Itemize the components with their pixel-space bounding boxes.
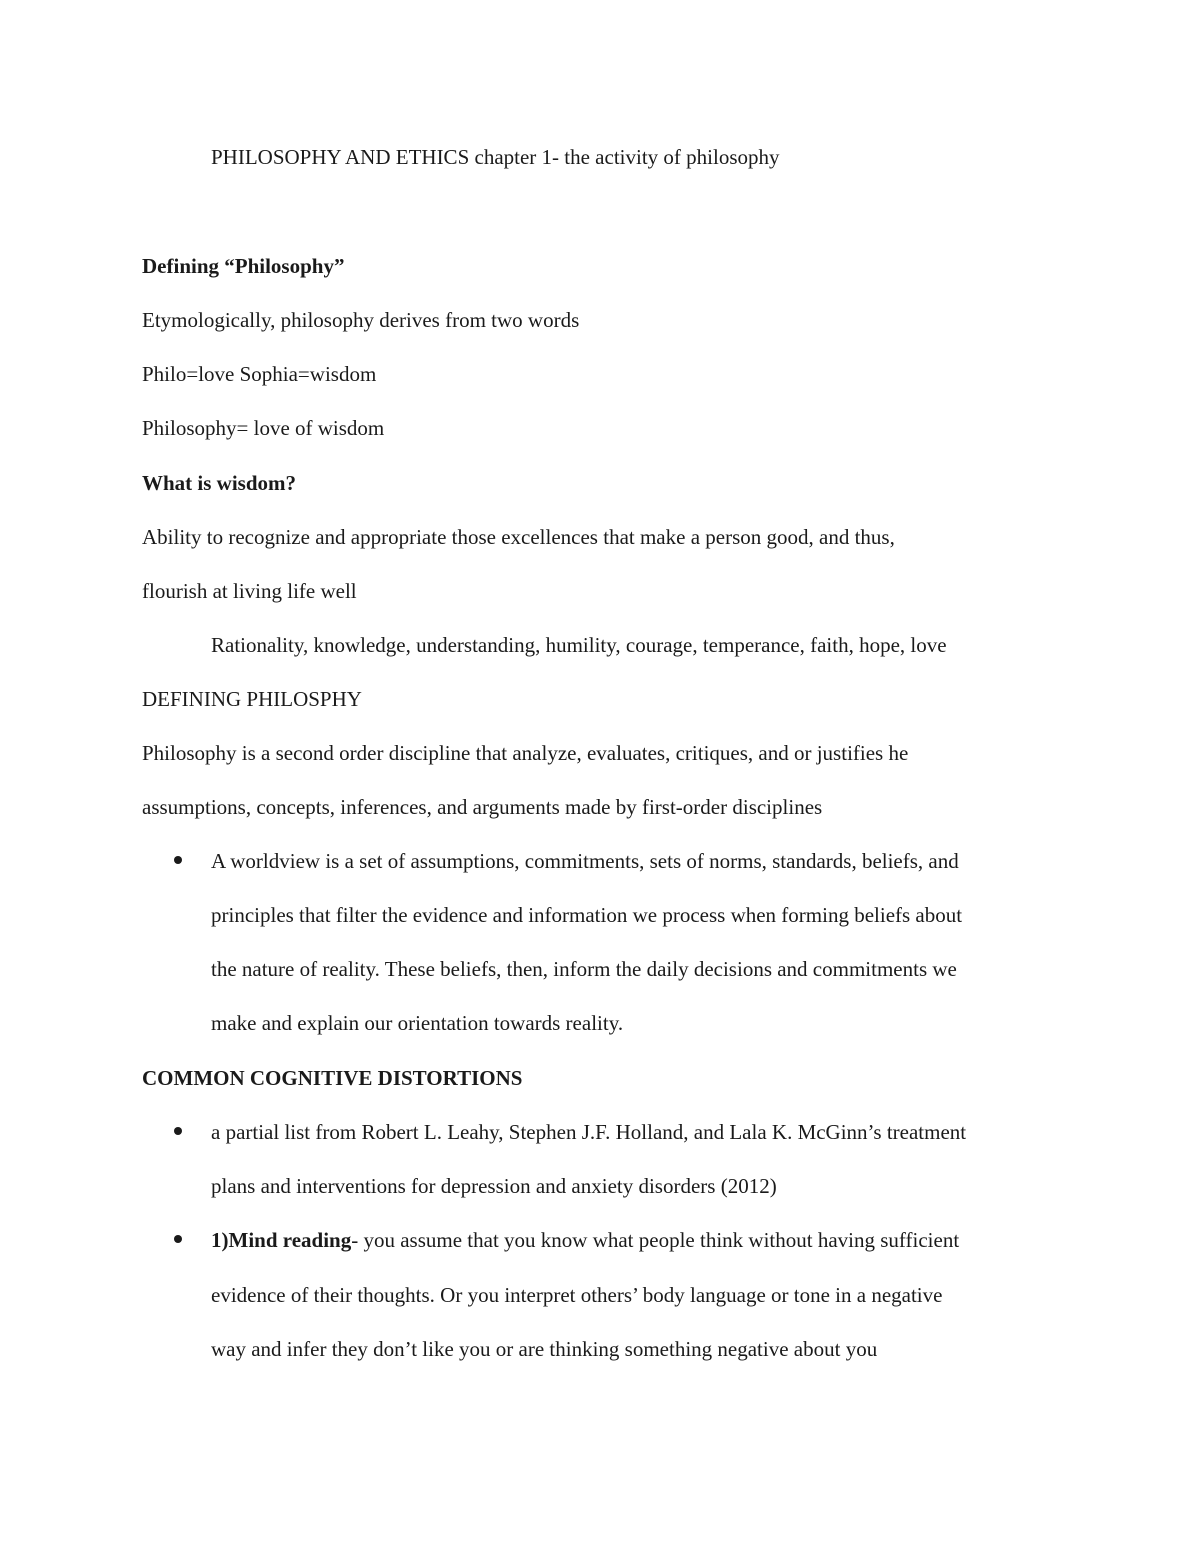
worldview-line-4: make and explain our orientation towards reality.: [211, 1011, 624, 1035]
definition-paragraph-line-2: assumptions, concepts, inferences, and arguments made by first-order disciplines: [142, 795, 823, 819]
heading-what-is-wisdom: What is wisdom?: [142, 471, 297, 495]
worldview-line-3: the nature of reality. These beliefs, then, inform the daily decisions and commitments we: [211, 957, 957, 981]
wisdom-paragraph-line-2: flourish at living life well: [142, 579, 357, 603]
worldview-line-1: A worldview is a set of assumptions, commitments, sets of norms, standards, beliefs, and: [211, 849, 959, 873]
mind-reading-line-3: way and infer they don’t like you or are thinking something negative about you: [211, 1337, 878, 1361]
etymology-text: Etymologically, philosophy derives from two words: [142, 308, 580, 332]
definition-paragraph-line-1: Philosophy is a second order discipline that analyze, evaluates, critiques, and or justifies he: [142, 741, 909, 765]
bullet-icon: [174, 1127, 182, 1135]
mind-reading-term: 1)Mind reading: [211, 1228, 352, 1252]
bullet-icon: [174, 1235, 182, 1243]
philo-sophia-text: Philo=love Sophia=wisdom: [142, 362, 377, 386]
heading-cognitive-distortions: COMMON COGNITIVE DISTORTIONS: [142, 1066, 523, 1090]
partial-list-line-2: plans and interventions for depression and anxiety disorders (2012): [211, 1174, 777, 1198]
mind-reading-description: - you assume that you know what people think without having sufficient: [351, 1228, 960, 1252]
philosophy-definition-text: Philosophy= love of wisdom: [142, 416, 385, 440]
bullet-icon: [174, 856, 182, 864]
virtues-list-text: Rationality, knowledge, understanding, humility, courage, temperance, faith, hope, love: [211, 633, 947, 657]
mind-reading-line-2: evidence of their thoughts. Or you interpret others’ body language or tone in a negative: [211, 1283, 943, 1307]
wisdom-paragraph-line-1: Ability to recognize and appropriate those excellences that make a person good, and thus,: [142, 525, 895, 549]
document-title: PHILOSOPHY AND ETHICS chapter 1- the activity of philosophy: [211, 145, 780, 169]
heading-defining-philosophy: Defining “Philosophy”: [142, 254, 345, 278]
heading-defining-philosphy: DEFINING PHILOSPHY: [142, 687, 362, 711]
mind-reading-line-1: [211, 1227, 959, 1253]
worldview-line-2: principles that filter the evidence and information we process when forming beliefs about: [211, 903, 963, 927]
partial-list-line-1: a partial list from Robert L. Leahy, Stephen J.F. Holland, and Lala K. McGinn’s treatment: [211, 1120, 967, 1144]
